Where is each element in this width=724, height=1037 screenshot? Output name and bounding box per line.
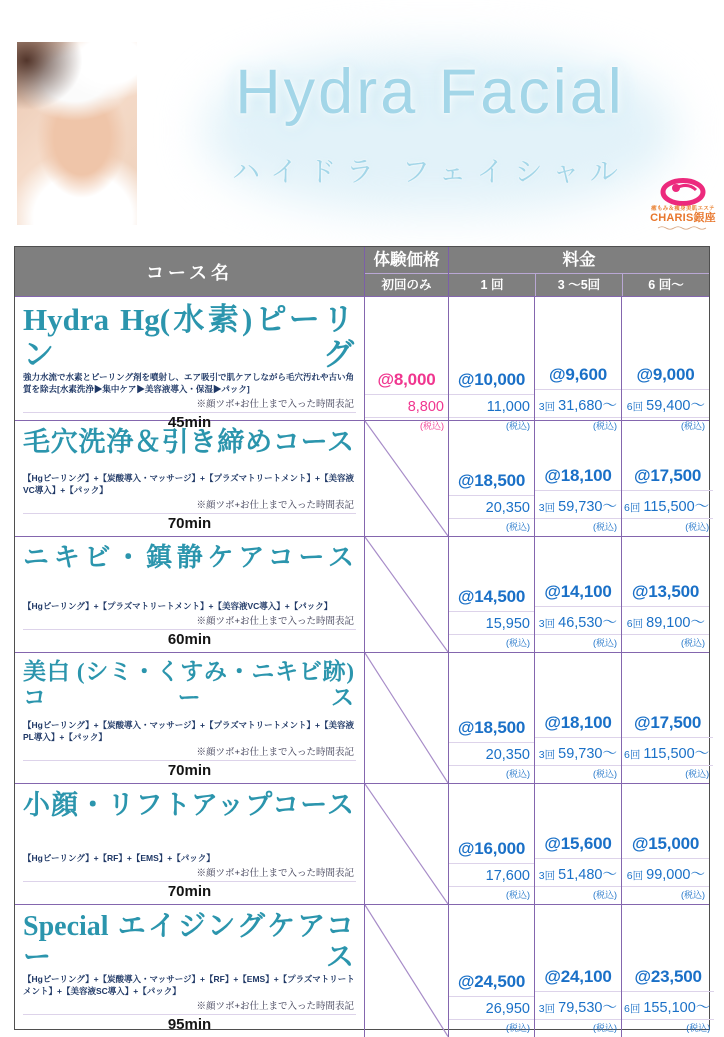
page-title: Hydra Facial [235,57,625,127]
tax-included-label: (税込) [535,417,621,435]
course-cell [15,784,364,904]
times-prefix: 6回 [624,749,641,761]
course-title: 小顔・リフトアップコース [23,790,354,820]
price-cell-6plus [621,784,709,904]
course-row [15,420,709,536]
price-cell-6plus [621,537,709,652]
time-note: ※顔ツボ+お仕上まで入った時間表記 [196,747,354,758]
course-description: 【Hgピーリング】+【炭酸導入・マッサージ】+【プラズマトリートメント】+【美容液VC導入】+【パック】 [23,473,354,496]
header-fee-sublabels [449,274,709,296]
course-cell [15,297,364,435]
charis-name: CHARIS銀座 [650,212,716,225]
course-row [15,783,709,904]
tax-included-label: (税込) [622,1019,714,1037]
unit-price: @18,100 [544,713,612,732]
course-description: 強力水流で水素とピーリング剤を噴射し、エア吸引で肌ケアしながら毛穴汚れや古い角質を除去[水素洗浄▶集中ケア▶美容液導入・保湿▶パック] [23,372,354,395]
unit-price: @17,500 [634,466,702,485]
taxed-price: 115,500～ [643,746,710,762]
unit-price: @18,100 [544,466,612,485]
unit-price: @18,500 [457,718,526,737]
unit-price: @13,500 [631,582,700,601]
taxed-price: 99,000～ [646,867,705,883]
trial-price-cell-na [364,653,448,783]
price-cell-3to5 [534,653,621,783]
price-cell-6plus [621,421,713,536]
unit-price: @8,000 [377,370,436,390]
tax-included-label: (税込) [535,634,621,652]
price-cell-6plus [621,297,709,435]
price-cell-3to5 [534,421,621,536]
price-cell-1time [448,421,534,536]
unit-price: @24,500 [457,971,526,991]
course-title: 美白 (シミ・くすみ・ニキビ跡)コース [23,659,354,710]
taxed-price: 46,530～ [558,615,617,631]
tax-included-label: (税込) [449,518,534,536]
tax-included-label: (税込) [535,765,621,783]
taxed-price: 26,950 [485,1000,530,1017]
course-duration: 70min [23,881,356,902]
course-duration: 70min [23,513,356,534]
course-row [15,536,709,652]
taxed-price: 51,480～ [558,867,617,883]
course-cell [15,905,364,1037]
course-cell [15,653,364,783]
times-prefix: 6回 [624,1002,641,1015]
na-slash-icon [365,905,448,1037]
tax-included-label: (税込) [622,765,713,783]
unit-price: @14,100 [544,582,612,601]
unit-price: @17,500 [634,713,702,732]
times-prefix: 3回 [538,618,556,630]
trial-price-cell-na [364,784,448,904]
unit-price: @23,500 [634,966,702,986]
taxed-price: 59,730～ [558,746,617,762]
unit-price: @16,000 [457,839,526,858]
na-slash-icon [365,653,448,783]
taxed-price: 31,680～ [558,398,617,415]
taxed-price: 17,600 [485,868,530,884]
course-cell [15,537,364,652]
course-title: Special エイジングケアコース [23,911,354,974]
price-cell-1time [448,537,534,652]
course-description: 【Hgピーリング】+【炭酸導入・マッサージ】+【RF】+【EMS】+【プラズマトリートメント】+【美容液SC導入】+【パック】 [23,973,355,996]
price-table [14,246,711,1033]
tax-included-label: (税込) [622,634,709,652]
course-title: 毛穴洗浄＆引き締めコース [23,427,354,457]
tax-included-label: (税込) [365,417,448,435]
header-fee-6plus: 6 回～ [622,274,709,296]
taxed-price: 89,100～ [646,615,705,631]
taxed-price: 155,100～ [643,999,711,1016]
unit-price: @24,100 [544,966,612,986]
header-fee-1time: 1 回 [480,278,504,292]
na-slash-icon [365,537,448,652]
tax-included-label: (税込) [449,886,534,904]
price-cell-6plus [621,905,714,1037]
price-cell-3to5 [534,537,621,652]
tax-included-label: (税込) [535,1019,621,1037]
trial-price-cell [364,297,448,435]
price-cell-1time [448,297,534,435]
price-cell-1time [448,653,534,783]
facial-treatment-photo [17,42,137,225]
times-prefix: 6回 [626,870,644,882]
charis-tagline: 癒もみ＆痩身美肌エステ [651,206,715,212]
tax-included-label: (税込) [535,518,621,536]
unit-price: @10,000 [457,370,526,390]
course-duration: 70min [23,760,356,781]
course-cell [15,421,364,536]
header-trial-label: 体験価格 [365,247,448,274]
na-slash-icon [365,784,448,904]
page-subtitle: ハイドラ フェイシャル [232,156,628,187]
time-note: ※顔ツボ+お仕上まで入った時間表記 [196,1000,354,1012]
course-row [15,296,709,432]
course-title: Hydra Hg(水素)ピーリング [23,302,354,372]
tax-included-label: (税込) [535,886,621,904]
times-prefix: 3回 [538,749,556,761]
taxed-price: 20,350 [485,500,530,516]
trial-price-cell-na [364,537,448,652]
taxed-price: 59,730～ [558,499,617,515]
time-note: ※顔ツボ+お仕上まで入った時間表記 [196,616,354,627]
time-note: ※顔ツボ+お仕上まで入った時間表記 [196,399,354,411]
header-fee [448,247,709,296]
price-cell-1time [448,784,534,904]
tax-included-label: (税込) [622,886,709,904]
times-prefix: 6回 [626,401,644,414]
tax-included-label: (税込) [449,634,534,652]
header-course-name: コース名 [145,262,234,283]
course-duration: 95min [23,1014,356,1035]
course-duration: 60min [23,629,356,650]
unit-price: @9,000 [636,365,695,385]
times-prefix: 3回 [538,1002,556,1015]
taxed-price: 20,350 [485,747,530,763]
unit-price: @15,000 [631,834,700,853]
unit-price: @18,500 [457,471,526,490]
taxed-price: 8,800 [407,399,444,416]
header-trial-price [364,247,448,296]
times-prefix: 6回 [624,502,641,514]
price-cell-6plus [621,653,713,783]
course-row [15,904,711,1033]
time-note: ※顔ツボ+お仕上まで入った時間表記 [196,868,354,879]
tax-included-label: (税込) [449,417,534,435]
taxed-price: 11,000 [486,399,530,416]
header-fee-3to5: 3 ～5回 [535,274,622,296]
tax-included-label: (税込) [449,1019,534,1037]
tax-included-label: (税込) [622,518,713,536]
times-prefix: 3回 [538,502,556,514]
table-header [15,247,709,296]
course-duration: 45min [23,412,356,433]
price-cell-1time [448,905,534,1037]
trial-price-cell-na [364,905,448,1037]
course-description: 【Hgピーリング】+【RF】+【EMS】+【パック】 [23,853,215,864]
time-note: ※顔ツボ+お仕上まで入った時間表記 [196,500,354,511]
course-title: ニキビ・鎮静ケアコース [23,543,354,572]
price-cell-3to5 [534,297,621,435]
course-description: 【Hgピーリング】+【炭酸導入・マッサージ】+【プラズマトリートメント】+【美容液PL導入】+【パック】 [23,720,354,743]
course-row [15,652,709,783]
header-trial-sublabel: 初回のみ [381,278,432,292]
charis-swirl-icon [660,178,706,206]
unit-price: @9,600 [549,365,607,385]
course-description: 【Hgピーリング】+【プラズマトリートメント】+【美容液VC導入】+【パック】 [23,601,333,612]
taxed-price: 79,530～ [558,999,617,1016]
taxed-price: 15,950 [485,616,530,632]
trial-price-cell-na [364,421,448,536]
times-prefix: 3回 [538,870,556,882]
times-prefix: 3回 [538,401,556,414]
unit-price: @15,600 [544,834,612,853]
tax-included-label: (税込) [449,765,534,783]
charis-script-squiggle-icon [657,225,709,230]
na-slash-icon [365,421,448,536]
unit-price: @14,500 [457,587,526,606]
taxed-price: 59,400～ [646,398,705,415]
taxed-price: 115,500～ [643,499,710,515]
header-fee-label: 料金 [449,247,709,274]
times-prefix: 6回 [626,618,644,630]
price-cell-3to5 [534,784,621,904]
charis-logo [648,178,718,230]
tax-included-label: (税込) [622,417,709,435]
price-cell-3to5 [534,905,621,1037]
